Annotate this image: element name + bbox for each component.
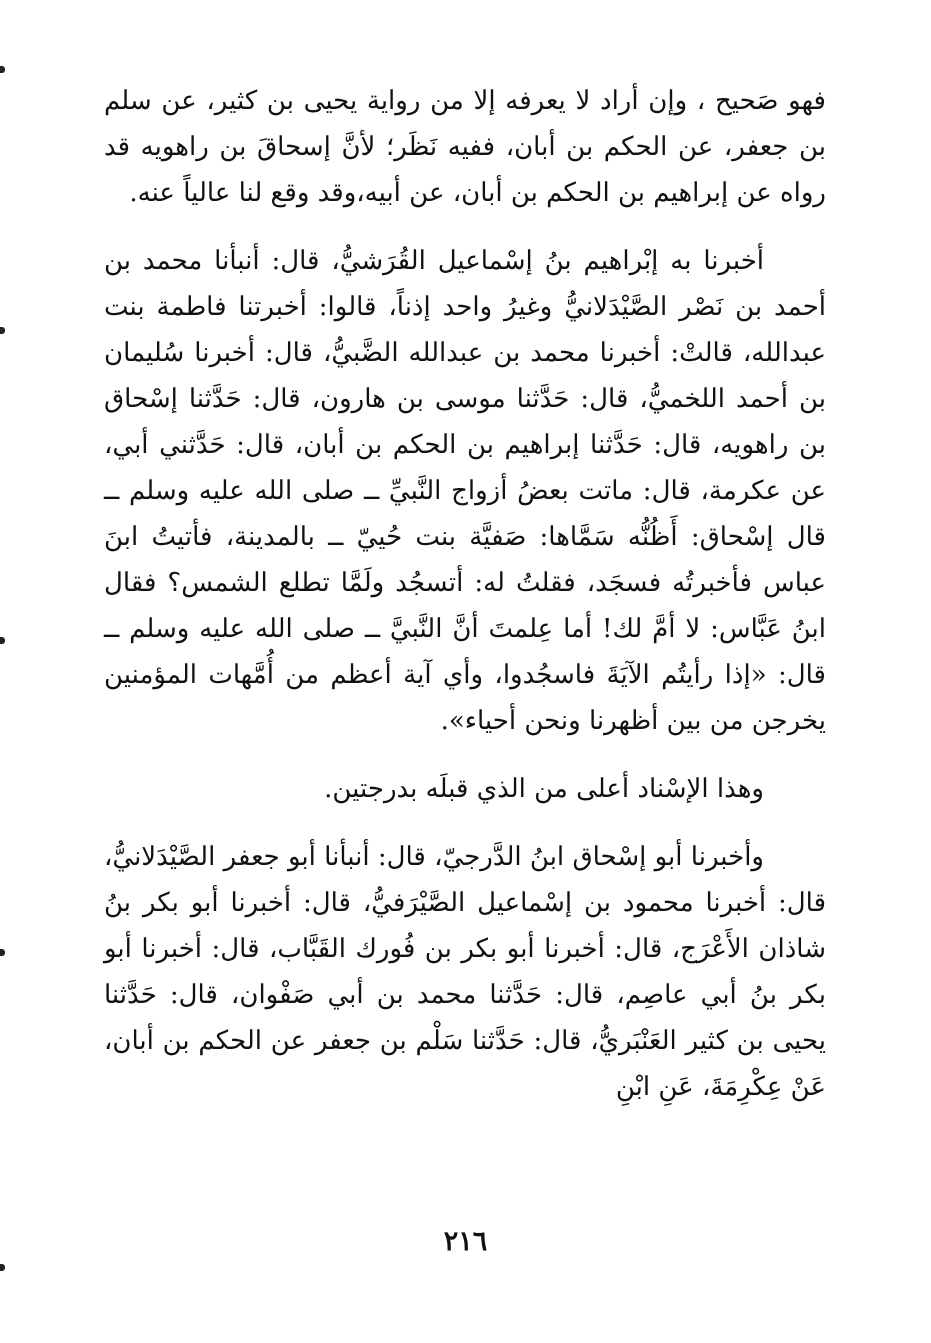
edge-mark (0, 1264, 5, 1271)
paragraph-1: فهو صَحيح ، وإن أراد لا يعرفه إلا من رواية يحيى بن كثير، عن سلم بن جعفر، عن الحكم بن أبان، ففيه نَظَر؛ لأنَّ إسحاقَ بن راهويه قد رواه عن إبراهيم بن الحكم بن أبان، عن أبيه،وقد وقع لنا عالياً عنه. (104, 86, 826, 208)
edge-mark (0, 66, 5, 73)
page-body (104, 78, 826, 1110)
page-number: ٢١٦ (443, 1226, 488, 1257)
paragraph-3: وهذا الإسْناد أعلى من الذي قبلَه بدرجتين. (324, 774, 764, 804)
edge-mark (0, 327, 5, 334)
paragraph-4: وأخبرنا أبو إسْحاق ابنُ الدَّرجيّ، قال: أنبأنا أبو جعفر الصَّيْدَلانيُّ، قال: أخبرنا محمود بن إسْماعيل الصَّيْرَفيُّ، قال: أخبرنا أبو بكر بنُ شاذان الأَعْرَج، قال: أخبرنا أبو بكر بن فُورك القَبَّاب، قال: أخبرنا أبو بكر بنُ أبي عاصِم، قال: حَدَّثنا محمد بن أبي صَفْوان، قال: حَدَّثنا يحيى بن كثير العَنْبَريُّ، قال: حَدَّثنا سَلْم بن جعفر عن الحكم بن أبان، عَنْ عِكْرِمَةَ، عَنِ ابْنِ (104, 842, 826, 1102)
paragraph-2: أخبرنا به إبْراهيم بنُ إسْماعيل القُرَشيُّ، قال: أنبأنا محمد بن أحمد بن نَصْر الصَّيْدَلانيُّ وغيرُ واحد إذناً، قالوا: أخبرتنا فاطمة بنت عبدالله، قالتْ: أخبرنا محمد بن عبدالله الضَّبيُّ، قال: أخبرنا سُليمان بن أحمد اللخميُّ، قال: حَدَّثنا موسى بن هارون، قال: حَدَّثنا إسْحاق بن راهويه، قال: حَدَّثنا إبراهيم بن الحكم بن أبان، قال: حَدَّثني أبي، عن عكرمة، قال: ماتت بعضُ أزواج النَّبيِّ ــ صلى الله عليه وسلم ــ قال إسْحاق: أَظُنُّه سَمَّاها: صَفيَّة بنت حُييّ ــ بالمدينة، فأتيتُ ابنَ عباس فأخبرتُه فسجَد، فقلتُ له: أتسجُد ولَمَّا تطلع الشمس؟ فقال ابنُ عَبَّاس: لا أمَّ لك! أما عِلمتَ أنَّ النَّبيَّ ــ صلى الله عليه وسلم ــ قال: «إذا رأيتُم الآيَةَ فاسجُدوا، وأي آية أعظم من أُمَّهات المؤمنين يخرجن من بين أظهرنا ونحن أحياء». (104, 246, 827, 736)
edge-mark (0, 949, 5, 956)
edge-mark (0, 637, 5, 644)
